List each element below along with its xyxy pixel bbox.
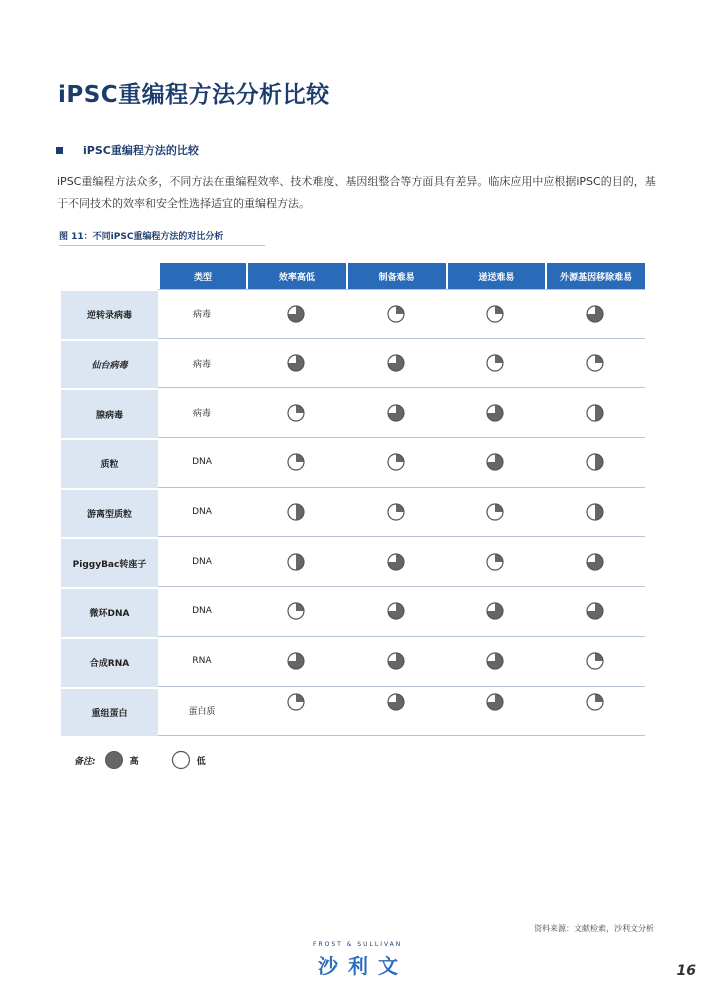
delivery-level-icon: [446, 438, 546, 487]
page-number: 16: [676, 963, 696, 979]
table-row: [61, 339, 645, 389]
delivery-level-icon: [446, 290, 546, 338]
method-type: 蛋白质: [188, 707, 216, 718]
logo-english: FROST & SULLIVAN: [313, 941, 403, 948]
header-type: 类型: [158, 263, 246, 289]
square-bullet-icon: [56, 147, 63, 154]
delivery-level-icon: [446, 537, 546, 586]
removal-level-icon: [545, 537, 645, 586]
table-row: [61, 438, 645, 488]
efficiency-level-icon: [246, 537, 346, 586]
preparation-level-icon: [346, 290, 446, 338]
preparation-level-icon: [346, 388, 446, 437]
removal-level-icon: [545, 438, 645, 487]
method-name: PiggyBac转座子: [61, 537, 158, 587]
method-type: 病毒: [192, 359, 211, 370]
comparison-table: [61, 263, 645, 736]
efficiency-level-icon: [246, 290, 346, 338]
removal-level-icon: [545, 488, 645, 537]
efficiency-level-icon: [246, 637, 346, 686]
method-name: 游离型质粒: [61, 488, 158, 538]
delivery-level-icon: [446, 587, 546, 636]
efficiency-level-icon: [246, 438, 346, 487]
table-row: [61, 388, 645, 438]
low-level-circle-icon: [171, 750, 191, 770]
table-row: [61, 637, 645, 687]
page-title: iPSC重编程方法分析比较: [58, 82, 330, 108]
preparation-level-icon: [346, 537, 446, 586]
section-heading: [56, 142, 199, 158]
source-note: 资料来源：文献检索，沙利文分析: [534, 924, 654, 933]
removal-level-icon: [545, 290, 645, 338]
delivery-level-icon: [446, 488, 546, 537]
preparation-level-icon: [346, 438, 446, 487]
method-name: 重组蛋白: [61, 687, 158, 737]
method-name: 腺病毒: [61, 388, 158, 438]
legend-label: 备注:: [74, 756, 96, 767]
header-efficiency: 效率高低: [246, 263, 346, 289]
table-header-row: [61, 263, 645, 289]
preparation-level-icon: [346, 687, 446, 736]
method-name: 合成RNA: [61, 637, 158, 687]
preparation-level-icon: [346, 488, 446, 537]
legend: [74, 750, 206, 770]
efficiency-level-icon: [246, 488, 346, 537]
removal-level-icon: [545, 339, 645, 388]
method-name: 质粒: [61, 438, 158, 488]
efficiency-level-icon: [246, 687, 346, 736]
efficiency-level-icon: [246, 587, 346, 636]
removal-level-icon: [545, 388, 645, 437]
legend-high: 高: [129, 756, 139, 767]
method-name: 仙台病毒: [61, 339, 158, 389]
preparation-level-icon: [346, 637, 446, 686]
method-type: DNA: [192, 606, 212, 617]
table-row: [61, 488, 645, 538]
caption-divider: [59, 245, 265, 246]
table-row: [61, 587, 645, 637]
intro-paragraph: iPSC重编程方法众多，不同方法在重编程效率、技术难度、基因组整合等方面具有差异。临床应用中应根据iPSC的目的，基于不同技术的效率和安全性选择适宜的重编程方法。: [57, 175, 656, 210]
method-name: 微环DNA: [61, 587, 158, 637]
method-type: DNA: [192, 457, 212, 468]
table-row: [61, 537, 645, 587]
delivery-level-icon: [446, 388, 546, 437]
removal-level-icon: [545, 587, 645, 636]
method-type: DNA: [192, 507, 212, 518]
method-type: 病毒: [192, 409, 211, 420]
method-type: DNA: [192, 556, 212, 567]
delivery-level-icon: [446, 339, 546, 388]
header-preparation: 制备难易: [346, 263, 446, 289]
efficiency-level-icon: [246, 388, 346, 437]
table-row: [61, 687, 645, 737]
table-row: [61, 289, 645, 339]
header-removal: 外源基因移除难易: [545, 263, 645, 289]
delivery-level-icon: [446, 637, 546, 686]
legend-low: 低: [196, 756, 206, 767]
method-name: 逆转录病毒: [61, 289, 158, 339]
efficiency-level-icon: [246, 339, 346, 388]
header-delivery: 递送难易: [446, 263, 546, 289]
section-title: iPSC重编程方法的比较: [83, 144, 199, 157]
removal-level-icon: [545, 637, 645, 686]
removal-level-icon: [545, 687, 645, 736]
high-level-circle-icon: [104, 750, 124, 770]
delivery-level-icon: [446, 687, 546, 736]
logo-chinese: 沙利文: [318, 954, 408, 978]
preparation-level-icon: [346, 587, 446, 636]
preparation-level-icon: [346, 339, 446, 388]
method-type: RNA: [192, 656, 212, 667]
method-type: 病毒: [192, 310, 211, 321]
figure-caption: 图 11：不同iPSC重编程方法的对比分析: [59, 232, 224, 242]
